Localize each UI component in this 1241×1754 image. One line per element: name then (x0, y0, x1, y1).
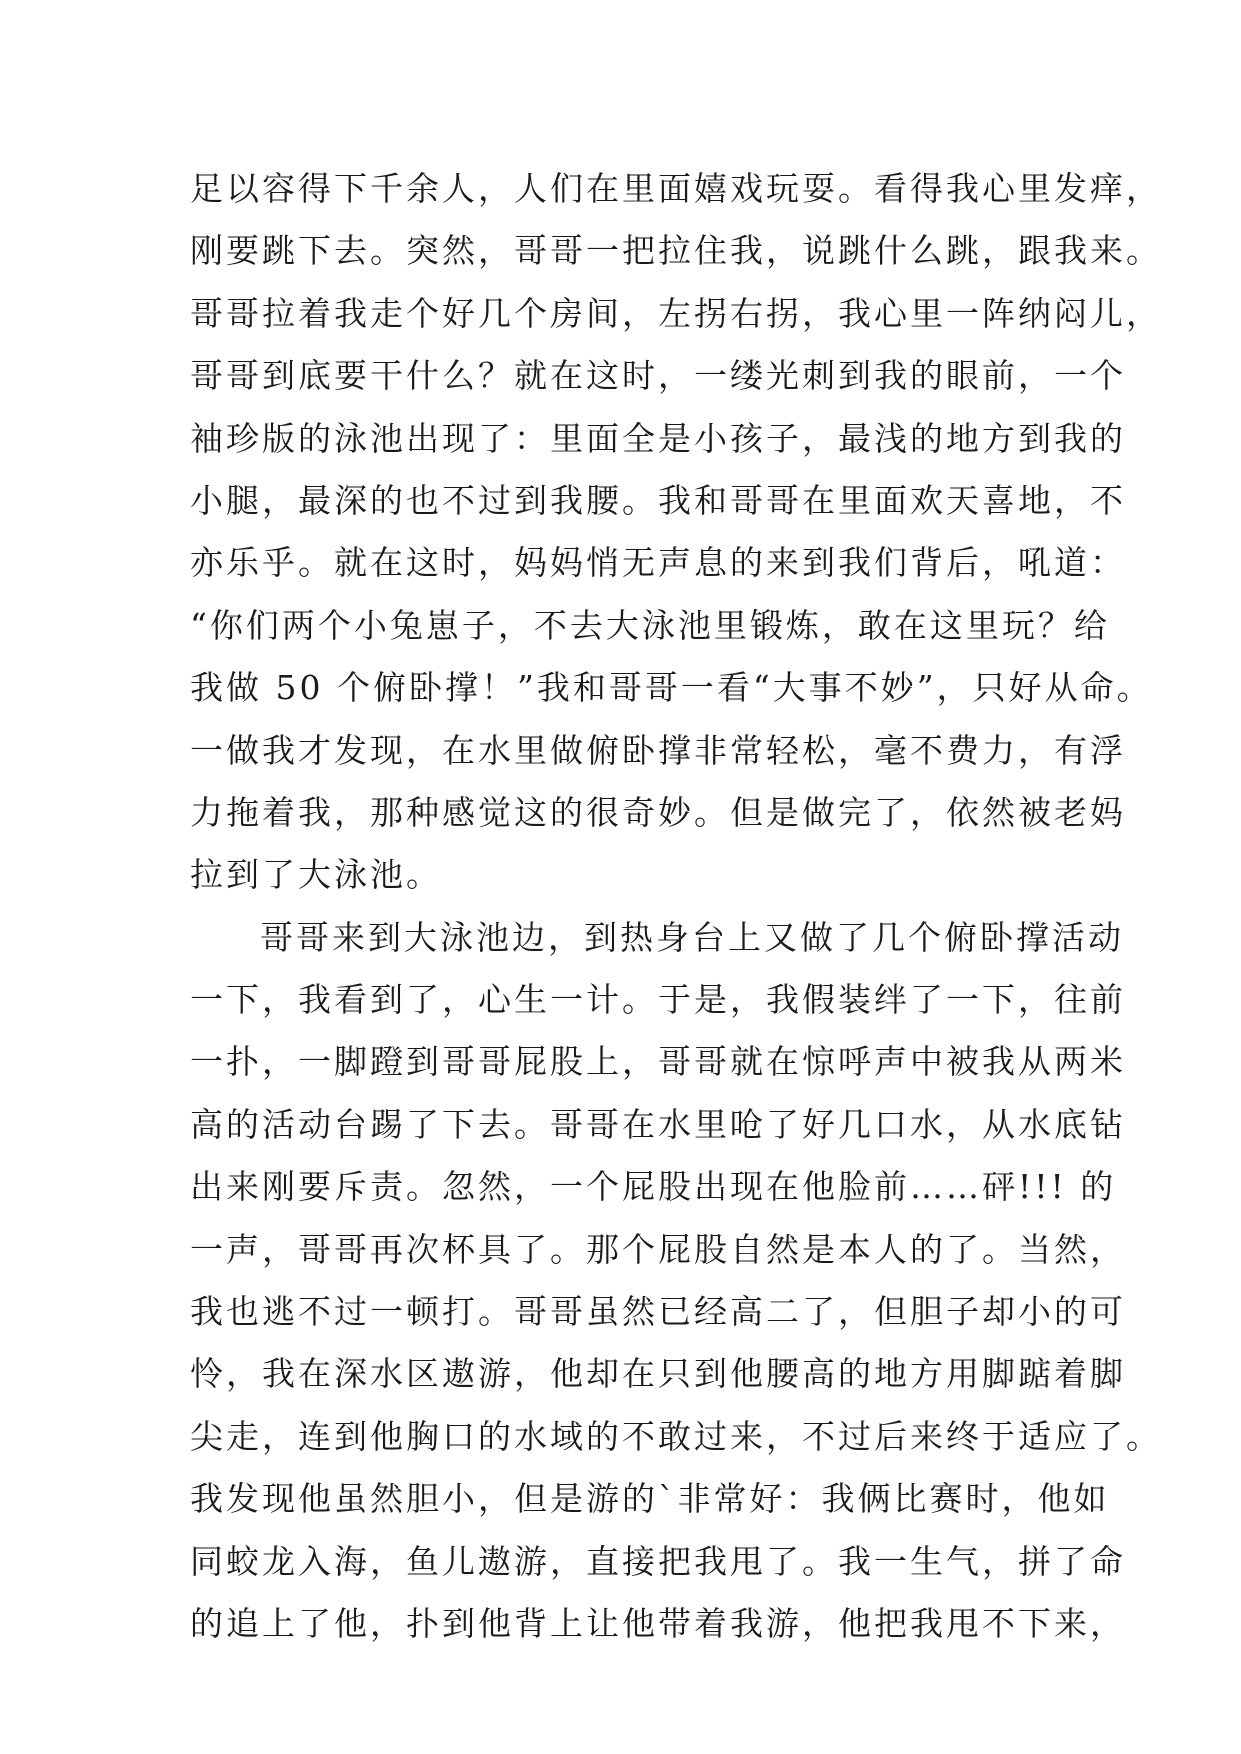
text-line: 同蛟龙入海，鱼儿遨游，直接把我甩了。我一生气，拼了命 (190, 1541, 1126, 1581)
text-line: “你们两个小兔崽子，不去大泳池里锻炼，敢在这里玩？给 (190, 605, 1110, 645)
text-line: 力拖着我，那种感觉这的很奇妙。但是做完了，依然被老妈 (190, 792, 1126, 832)
text-line: 足以容得下千余人，人们在里面嬉戏玩耍。看得我心里发痒， (190, 169, 1162, 208)
text-line: 刚要跳下去。突然，哥哥一把拉住我，说跳什么跳，跟我来。 (190, 231, 1162, 271)
text-line: 高的活动台踢了下去。哥哥在水里呛了好几口水，从水底钻 (190, 1104, 1126, 1144)
text-line: 袖珍版的泳池出现了：里面全是小孩子，最浅的地方到我的 (190, 418, 1126, 458)
text-line: 的追上了他，扑到他背上让他带着我游，他把我甩不下来， (190, 1603, 1126, 1643)
text-line: 尖走，连到他胸口的水域的不敢过来，不过后来终于适应了。 (190, 1416, 1162, 1456)
paragraph-1 (190, 158, 1162, 907)
text-line: 怜，我在深水区遨游，他却在只到他腰高的地方用脚踮着脚 (190, 1354, 1126, 1394)
text-line: 亦乐乎。就在这时，妈妈悄无声息的来到我们背后，吼道： (190, 543, 1126, 583)
text-line: 一扑，一脚蹬到哥哥屁股上，哥哥就在惊呼声中被我从两米 (190, 1042, 1126, 1082)
text-line: 我发现他虽然胆小，但是游的`非常好：我俩比赛时，他如 (190, 1479, 1110, 1519)
text-line: 一做我才发现，在水里做俯卧撑非常轻松，毫不费力，有浮 (190, 730, 1126, 770)
text-line: 哥哥到底要干什么？就在这时，一缕光刺到我的眼前，一个 (190, 356, 1126, 396)
paragraph-2 (190, 907, 1162, 1656)
text-line: 哥哥拉着我走个好几个房间，左拐右拐，我心里一阵纳闷儿， (190, 293, 1162, 333)
text-line: 出来刚要斥责。忽然，一个屁股出现在他脸前……砰!!! 的 (190, 1167, 1117, 1207)
text-line: 拉到了大泳池。 (190, 855, 442, 895)
text-line-indented: 哥哥来到大泳池边，到热身台上又做了几个俯卧撑活动 (260, 917, 1124, 957)
text-line: 我做 50 个俯卧撑！”我和哥哥一看“大事不妙”，只好从命。 (190, 668, 1153, 708)
text-line: 我也逃不过一顿打。哥哥虽然已经高二了，但胆子却小的可 (190, 1292, 1126, 1332)
text-line: 小腿，最深的也不过到我腰。我和哥哥在里面欢天喜地，不 (190, 480, 1126, 520)
text-line: 一下，我看到了，心生一计。于是，我假装绊了一下，往前 (190, 980, 1126, 1020)
document-body (190, 158, 1162, 1655)
text-line: 一声，哥哥再次杯具了。那个屁股自然是本人的了。当然， (190, 1229, 1126, 1269)
